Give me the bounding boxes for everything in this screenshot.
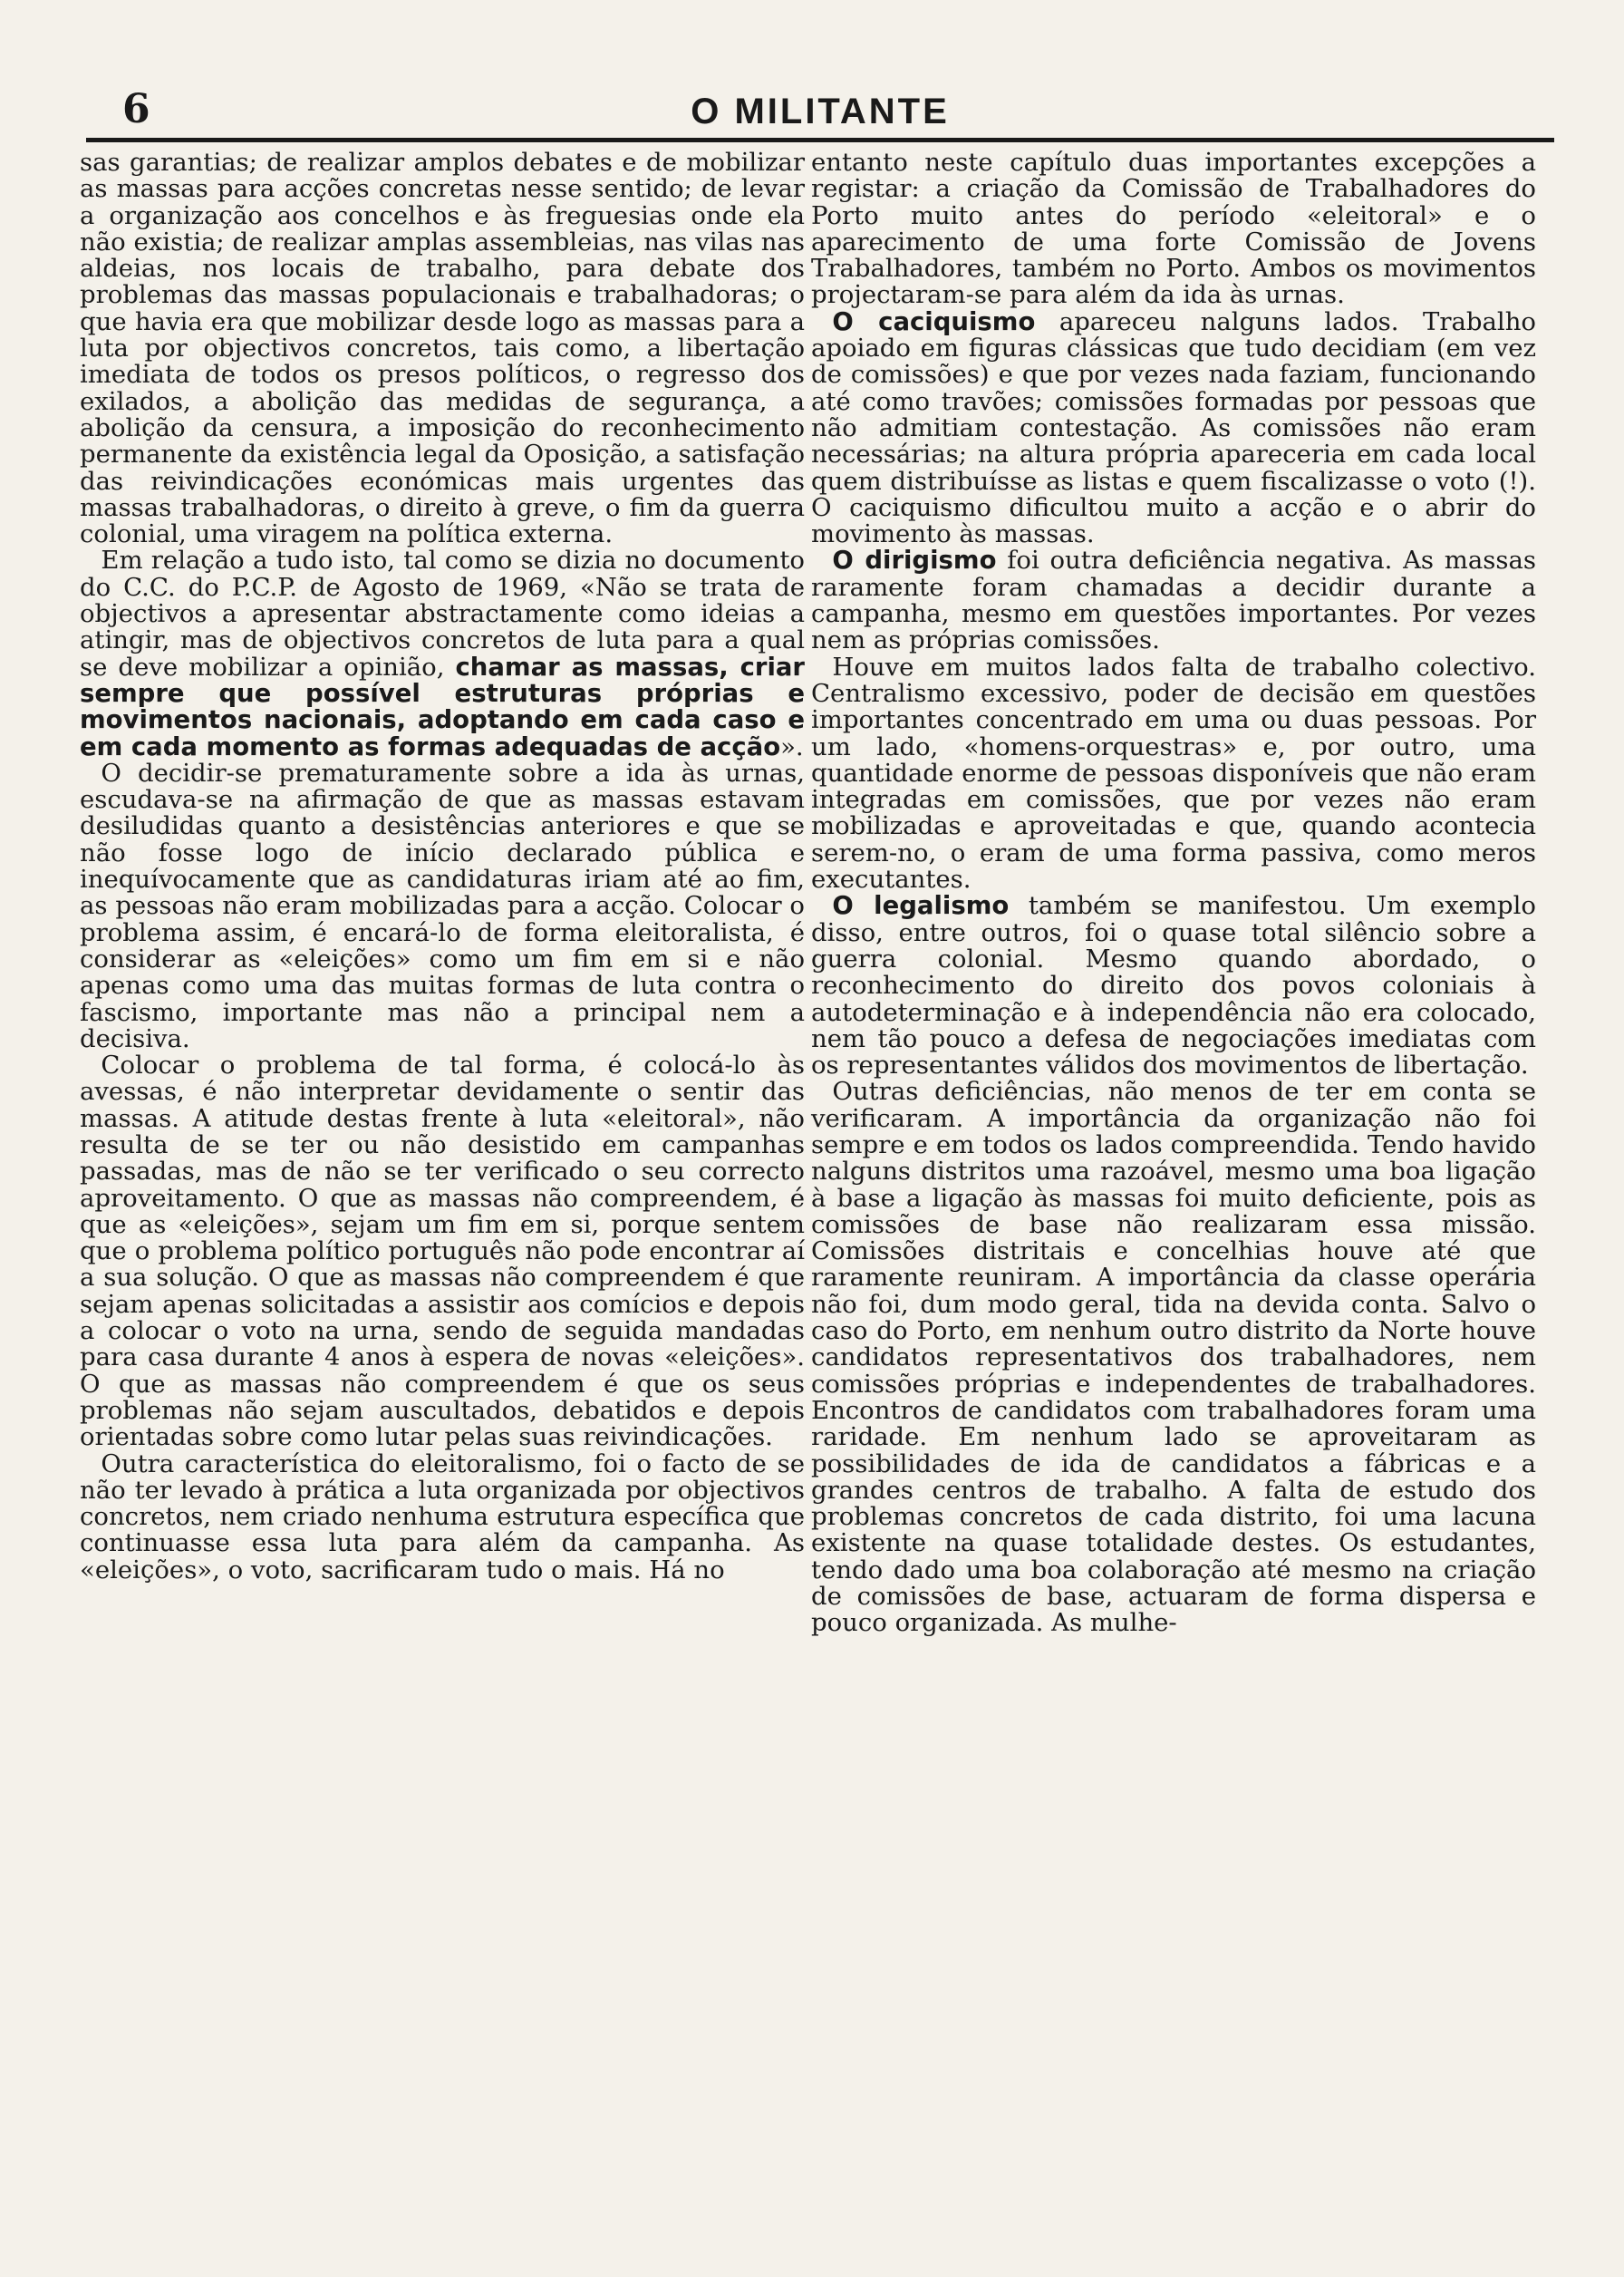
paragraph: Outra característica do eleitoralismo, foi o facto de se não ter levado à prática a luta organizada por objectivos concretos, nem criado nenhuma estrutura específica que continuasse essa luta para além da campanha. As «eleições», o voto, sacrificaram tudo o mais. Há no — [80, 1449, 805, 1584]
page-number: 6 — [122, 86, 150, 132]
keyword-dirigismo: O dirigismo — [832, 546, 997, 576]
keyword-legalismo: O legalismo — [832, 891, 1010, 921]
paragraph — [811, 306, 1536, 549]
paragraph — [811, 893, 1536, 1079]
paragraph-text: também se manifestou. Um exemplo disso, entre outros, foi o quase total silêncio sobre a guerra colonial. Mesmo quando abordado, o reconhecimento do direito dos povos coloniais à autodeterminação e à independência não era colocado, nem tão pouco a defesa de negociações imediatas com os representantes válidos dos movimentos de libertação. — [811, 891, 1536, 1080]
paragraph-text: foi outra deficiência negativa. As massas raramente foram chamadas a decidir durante a campanha, mesmo em questões importantes. Por vezes nem as próprias comissões. — [811, 546, 1536, 655]
left-column — [80, 150, 805, 2234]
paragraph — [80, 547, 805, 760]
paragraph: sas garantias; de realizar amplos debates e de mobilizar as massas para acções concretas nesse sentido; de levar a organização aos concelhos e às freguesias onde ela não existia; de realizar amplas assembleias, nas vilas nas aldeias, nos locais de trabalho, para debate dos problemas das massas populacionais e trabalhadoras; o que havia era que mobilizar desde logo as massas para a luta por objectivos concretos, tais como, a libertação imediata de todos os presos políticos, o regresso dos exilados, a abolição das medidas de segurança, a abolição da censura, a imposição do reconhecimento permanente da existência legal da Oposição, a satisfação das reivindicações económicas mais urgentes das massas trabalhadoras, o direito à greve, o fim da guerra colonial, uma viragem na política externa. — [80, 148, 805, 549]
paragraph: entanto neste capítulo duas importantes excepções a registar: a criação da Comissão de Trabalhadores do Porto muito antes do período «eleitoral» e o aparecimento de uma forte Comissão de Jovens Trabalhadores, também no Porto. Ambos os movimentos projectaram-se para além da ida às urnas. — [811, 148, 1536, 310]
paragraph-text: Em relação a tudo isto, tal como se dizia no documento do C.C. do P.C.P. de Agosto de 1969, «Não se trata de objectivos a apresentar abstractamente como ideias a atingir, mas de objectivos concretos de luta para a qual se deve mobilizar a opinião, — [80, 546, 805, 682]
emphasized-quote: chamar as massas, criar sempre que possível estruturas próprias e movimentos nacionais, adoptando em cada caso e em cada momento as formas adequadas de acção — [80, 652, 805, 761]
keyword-caciquismo: O caciquismo — [832, 306, 1036, 336]
journal-title: O MILITANTE — [691, 92, 950, 131]
paragraph: Outras deficiências, não menos de ter em conta se verificaram. A importância da organização não foi sempre e em todos os lados compreendida. Tendo havido nalguns distritos uma razoável, mesmo uma boa ligação à base a ligação às massas foi muito deficiente, pois as comissões de base não realizaram essa missão. Comissões distritais e concelhias houve até que raramente reuniram. A importância da classe operária não foi, dum modo geral, tida na devida conta. Salvo o caso do Porto, em nenhum outro distrito da Norte houve candidatos representativos dos trabalhadores, nem comissões próprias e independentes de trabalhadores. Encontros de candidatos com trabalhadores foram uma raridade. Em nenhum lado se aproveitaram as possibilidades de ida de candidatos a fábricas e a grandes centros de trabalho. A falta de estudo dos problemas concretos de cada distrito, foi uma lacuna existente na quase totalidade destes. Os estudantes, tendo dado uma boa colaboração até mesmo na criação de comissões de base, actuaram de forma dispersa e pouco organizada. As mulhe- — [811, 1077, 1536, 1638]
header-rule — [86, 138, 1554, 142]
paragraph-text: ». — [780, 732, 804, 761]
paragraph-text: apareceu nalguns lados. Trabalho apoiado em figuras clássicas que tudo decidiam (em vez de comissões) e que por vezes nada faziam, funcionando até como travões; comissões formadas por pessoas que não admitiam contestação. As comissões não eram necessárias; na altura própria apareceria em cada local quem distribuísse as listas e quem fiscalizasse o voto (!). O caciquismo dificultou muito a acção e o abrir do movimento às massas. — [811, 306, 1536, 549]
paragraph: Houve em muitos lados falta de trabalho colectivo. Centralismo excessivo, poder de decisão em questões importantes concentrado em uma ou duas pessoas. Por um lado, «homens-orquestras» e, por outro, uma quantidade enorme de pessoas disponíveis que não eram integradas em comissões, que por vezes não eram mobilizadas e aproveitadas e que, quando acontecia serem-no, o eram de uma forma passiva, como meros executantes. — [811, 652, 1536, 895]
paragraph: Colocar o problema de tal forma, é colocá-lo às avessas, é não interpretar devidamente o sentir das massas. A atitude destas frente à luta «eleitoral», não resulta de se ter ou não desistido em campanhas passadas, mas de não se ter verificado o seu correcto aproveitamento. O que as massas não compreendem, é que as «eleições», sejam um fim em si, porque sentem que o problema político português não pode encontrar aí a sua solução. O que as massas não compreendem é que sejam apenas solicitadas a assistir aos comícios e depois a colocar o voto na urna, sendo de seguida mandadas para casa durante 4 anos à espera de novas «eleições». O que as massas não compreendem é que os seus problemas não sejam auscultados, debatidos e depois orientadas sobre como lutar pelas suas reivindicações. — [80, 1051, 805, 1452]
paragraph: O decidir-se prematuramente sobre a ida às urnas, escudava-se na afirmação de que as massas estavam desiludidas quanto a desistências anteriores e que se não fosse logo de início declarado pública e inequívocamente que as candidaturas iriam até ao fim, as pessoas não eram mobilizadas para a acção. Colocar o problema assim, é encará-lo de forma eleitoralista, é considerar as «eleições» como um fim em si e não apenas como uma das muitas formas de luta contra o fascismo, importante mas não a principal nem a decisiva. — [80, 758, 805, 1053]
paragraph — [811, 547, 1536, 654]
page-header — [86, 86, 1554, 140]
right-column — [811, 150, 1536, 2234]
